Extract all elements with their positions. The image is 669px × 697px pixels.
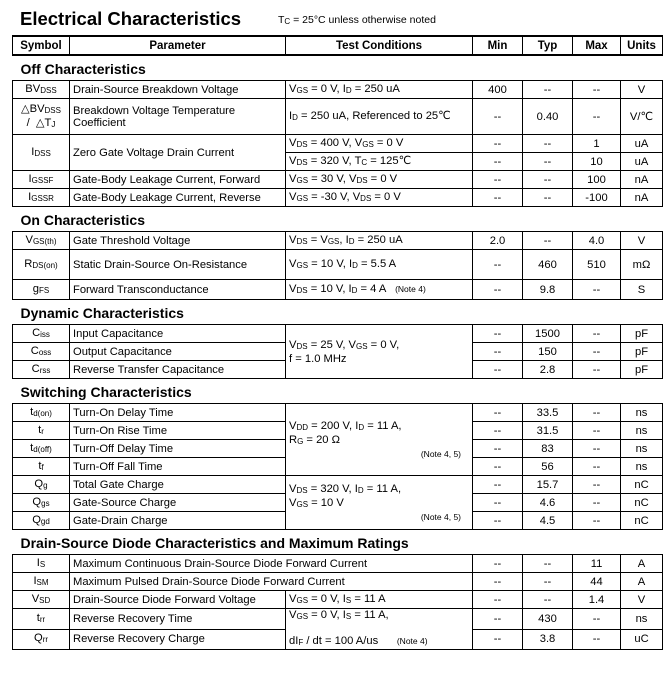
- min-cell: --: [473, 591, 523, 609]
- max-cell: --: [573, 325, 621, 343]
- table-row: [13, 404, 663, 422]
- parameter-cell: Gate Threshold Voltage: [70, 232, 286, 250]
- min-cell: 2.0: [473, 232, 523, 250]
- min-cell: --: [473, 325, 523, 343]
- table-row: [13, 573, 663, 591]
- symbol-cell: td(on): [13, 404, 70, 422]
- typ-cell: 56: [523, 458, 573, 476]
- max-cell: -100: [573, 189, 621, 207]
- min-cell: --: [473, 476, 523, 494]
- max-cell: --: [573, 343, 621, 361]
- characteristics-table: [12, 35, 663, 650]
- condition-cell: VDS = 320 V, ID = 11 A, VGS = 10 V (Note 4, 5): [286, 476, 473, 530]
- parameter-cell: Static Drain-Source On-Resistance: [70, 250, 286, 280]
- unit-cell: pF: [621, 361, 663, 379]
- symbol-cell: Ciss: [13, 325, 70, 343]
- symbol-cell: IGSSR: [13, 189, 70, 207]
- condition-cell: VDS = 10 V, ID = 4 A (Note 4): [286, 280, 473, 300]
- table-row: [13, 609, 663, 630]
- parameter-cell: Input Capacitance: [70, 325, 286, 343]
- typ-cell: 31.5: [523, 422, 573, 440]
- note-label: (Note 4, 5): [420, 448, 461, 459]
- unit-cell: nA: [621, 189, 663, 207]
- table-header-row: [13, 36, 663, 55]
- min-cell: --: [473, 512, 523, 530]
- parameter-cell: Reverse Recovery Time: [70, 609, 286, 630]
- unit-cell: ns: [621, 458, 663, 476]
- typ-cell: 83: [523, 440, 573, 458]
- max-cell: --: [573, 280, 621, 300]
- unit-cell: nA: [621, 171, 663, 189]
- typ-cell: 15.7: [523, 476, 573, 494]
- parameter-cell: Gate-Body Leakage Current, Reverse: [70, 189, 286, 207]
- unit-cell: A: [621, 573, 663, 591]
- col-min: Min: [473, 36, 523, 55]
- unit-cell: A: [621, 555, 663, 573]
- unit-cell: ns: [621, 440, 663, 458]
- condition-cell: VDS = VGS, ID = 250 uA: [286, 232, 473, 250]
- min-cell: --: [473, 280, 523, 300]
- max-cell: 1: [573, 135, 621, 153]
- typ-cell: 33.5: [523, 404, 573, 422]
- table-row: [13, 555, 663, 573]
- max-cell: --: [573, 361, 621, 379]
- parameter-cell: Turn-On Rise Time: [70, 422, 286, 440]
- unit-cell: V/℃: [621, 99, 663, 135]
- note-label: (Note 4): [396, 636, 428, 646]
- parameter-cell: Reverse Recovery Charge: [70, 629, 286, 650]
- unit-cell: nC: [621, 476, 663, 494]
- condition-cell: VDD = 200 V, ID = 11 A, RG = 20 Ω (Note 4, 5): [286, 404, 473, 476]
- section-row: [13, 207, 663, 232]
- symbol-cell: Qrr: [13, 629, 70, 650]
- typ-cell: 4.5: [523, 512, 573, 530]
- max-cell: 11: [573, 555, 621, 573]
- symbol-cell: Coss: [13, 343, 70, 361]
- min-cell: --: [473, 361, 523, 379]
- symbol-cell: trr: [13, 609, 70, 630]
- parameter-cell: Maximum Continuous Drain-Source Diode Forward Current: [70, 555, 473, 573]
- typ-cell: --: [523, 189, 573, 207]
- max-cell: --: [573, 512, 621, 530]
- max-cell: --: [573, 629, 621, 650]
- typ-cell: --: [523, 153, 573, 171]
- header-conditions: TC = 25°C unless otherwise noted: [278, 14, 436, 26]
- typ-cell: --: [523, 135, 573, 153]
- max-cell: --: [573, 99, 621, 135]
- typ-cell: --: [523, 573, 573, 591]
- typ-cell: --: [523, 81, 573, 99]
- parameter-cell: Turn-On Delay Time: [70, 404, 286, 422]
- condition-cell: VDS = 25 V, VGS = 0 V, f = 1.0 MHz: [286, 325, 473, 379]
- max-cell: 44: [573, 573, 621, 591]
- max-cell: 4.0: [573, 232, 621, 250]
- typ-cell: 0.40: [523, 99, 573, 135]
- table-row: [13, 232, 663, 250]
- table-row: [13, 280, 663, 300]
- max-cell: 10: [573, 153, 621, 171]
- condition-cell: VDS = 400 V, VGS = 0 V: [286, 135, 473, 153]
- col-max: Max: [573, 36, 621, 55]
- max-cell: --: [573, 494, 621, 512]
- symbol-cell: △BVDSS / △TJ: [13, 99, 70, 135]
- max-cell: 510: [573, 250, 621, 280]
- parameter-cell: Forward Transconductance: [70, 280, 286, 300]
- parameter-cell: Maximum Pulsed Drain-Source Diode Forward Current: [70, 573, 473, 591]
- symbol-cell: IGSSF: [13, 171, 70, 189]
- max-cell: --: [573, 422, 621, 440]
- unit-cell: ns: [621, 609, 663, 630]
- unit-cell: pF: [621, 325, 663, 343]
- section-title: On Characteristics: [13, 207, 663, 232]
- max-cell: --: [573, 458, 621, 476]
- typ-cell: --: [523, 171, 573, 189]
- condition-cell: ID = 250 uA, Referenced to 25℃: [286, 99, 473, 135]
- min-cell: --: [473, 250, 523, 280]
- col-typ: Typ: [523, 36, 573, 55]
- unit-cell: ns: [621, 422, 663, 440]
- min-cell: --: [473, 343, 523, 361]
- typ-cell: 4.6: [523, 494, 573, 512]
- unit-cell: uC: [621, 629, 663, 650]
- symbol-cell: gFS: [13, 280, 70, 300]
- symbol-cell: Crss: [13, 361, 70, 379]
- section-title: Dynamic Characteristics: [13, 300, 663, 325]
- table-row: [13, 189, 663, 207]
- col-symbol: Symbol: [13, 36, 70, 55]
- page-title: Electrical Characteristics: [20, 8, 242, 29]
- unit-cell: S: [621, 280, 663, 300]
- unit-cell: V: [621, 81, 663, 99]
- section-row: [13, 530, 663, 555]
- parameter-cell: Drain-Source Breakdown Voltage: [70, 81, 286, 99]
- max-cell: 1.4: [573, 591, 621, 609]
- min-cell: 400: [473, 81, 523, 99]
- section-title: Drain-Source Diode Characteristics and Maximum Ratings: [13, 530, 663, 555]
- max-cell: --: [573, 609, 621, 630]
- unit-cell: uA: [621, 135, 663, 153]
- symbol-cell: BVDSS: [13, 81, 70, 99]
- min-cell: --: [473, 609, 523, 630]
- symbol-cell: tr: [13, 422, 70, 440]
- condition-cell: VGS = 0 V, IS = 11 A, dIF / dt = 100 A/us (Note 4): [286, 609, 473, 650]
- unit-cell: nC: [621, 512, 663, 530]
- symbol-cell: VSD: [13, 591, 70, 609]
- table-row: [13, 476, 663, 494]
- parameter-cell: Total Gate Charge: [70, 476, 286, 494]
- min-cell: --: [473, 135, 523, 153]
- min-cell: --: [473, 555, 523, 573]
- note-label: (Note 4, 5): [420, 511, 461, 522]
- symbol-cell: VGS(th): [13, 232, 70, 250]
- parameter-cell: Breakdown Voltage Temperature Coefficient: [70, 99, 286, 135]
- section-title: Off Characteristics: [13, 55, 663, 81]
- min-cell: --: [473, 99, 523, 135]
- typ-cell: 460: [523, 250, 573, 280]
- unit-cell: V: [621, 232, 663, 250]
- min-cell: --: [473, 440, 523, 458]
- typ-cell: --: [523, 232, 573, 250]
- typ-cell: 1500: [523, 325, 573, 343]
- typ-cell: --: [523, 555, 573, 573]
- unit-cell: nC: [621, 494, 663, 512]
- typ-cell: 2.8: [523, 361, 573, 379]
- typ-cell: 9.8: [523, 280, 573, 300]
- parameter-cell: Gate-Source Charge: [70, 494, 286, 512]
- symbol-cell: ISM: [13, 573, 70, 591]
- typ-cell: 3.8: [523, 629, 573, 650]
- max-cell: --: [573, 440, 621, 458]
- condition-cell: VDS = 320 V, TC = 125℃: [286, 153, 473, 171]
- parameter-cell: Reverse Transfer Capacitance: [70, 361, 286, 379]
- note-label: (Note 4): [395, 283, 426, 294]
- section-row: [13, 55, 663, 81]
- parameter-cell: Drain-Source Diode Forward Voltage: [70, 591, 286, 609]
- min-cell: --: [473, 422, 523, 440]
- max-cell: --: [573, 476, 621, 494]
- typ-cell: --: [523, 591, 573, 609]
- parameter-cell: Gate-Drain Charge: [70, 512, 286, 530]
- symbol-cell: RDS(on): [13, 250, 70, 280]
- min-cell: --: [473, 573, 523, 591]
- condition-cell: VGS = -30 V, VDS = 0 V: [286, 189, 473, 207]
- parameter-cell: Zero Gate Voltage Drain Current: [70, 135, 286, 171]
- parameter-cell: Output Capacitance: [70, 343, 286, 361]
- symbol-cell: IS: [13, 555, 70, 573]
- symbol-cell: Qgd: [13, 512, 70, 530]
- table-row: [13, 99, 663, 135]
- table-row: [13, 135, 663, 153]
- symbol-cell: IDSS: [13, 135, 70, 171]
- min-cell: --: [473, 189, 523, 207]
- symbol-cell: td(off): [13, 440, 70, 458]
- symbol-cell: Qg: [13, 476, 70, 494]
- col-parameter: Parameter: [70, 36, 286, 55]
- symbol-cell: Qgs: [13, 494, 70, 512]
- min-cell: --: [473, 404, 523, 422]
- table-row: [13, 325, 663, 343]
- condition-cell: VGS = 0 V, IS = 11 A: [286, 591, 473, 609]
- parameter-cell: Turn-Off Delay Time: [70, 440, 286, 458]
- table-row: [13, 81, 663, 99]
- typ-cell: 430: [523, 609, 573, 630]
- unit-cell: pF: [621, 343, 663, 361]
- symbol-cell: tf: [13, 458, 70, 476]
- condition-cell: VGS = 0 V, ID = 250 uA: [286, 81, 473, 99]
- col-units: Units: [621, 36, 663, 55]
- unit-cell: uA: [621, 153, 663, 171]
- typ-cell: 150: [523, 343, 573, 361]
- unit-cell: mΩ: [621, 250, 663, 280]
- min-cell: --: [473, 629, 523, 650]
- max-cell: 100: [573, 171, 621, 189]
- min-cell: --: [473, 171, 523, 189]
- table-row: [13, 171, 663, 189]
- table-row: [13, 250, 663, 280]
- parameter-cell: Turn-Off Fall Time: [70, 458, 286, 476]
- table-row: [13, 591, 663, 609]
- col-test-conditions: Test Conditions: [286, 36, 473, 55]
- section-row: [13, 300, 663, 325]
- condition-cell: VGS = 30 V, VDS = 0 V: [286, 171, 473, 189]
- min-cell: --: [473, 494, 523, 512]
- unit-cell: ns: [621, 404, 663, 422]
- max-cell: --: [573, 404, 621, 422]
- section-title: Switching Characteristics: [13, 379, 663, 404]
- condition-cell: VGS = 10 V, ID = 5.5 A: [286, 250, 473, 280]
- max-cell: --: [573, 81, 621, 99]
- unit-cell: V: [621, 591, 663, 609]
- parameter-cell: Gate-Body Leakage Current, Forward: [70, 171, 286, 189]
- min-cell: --: [473, 153, 523, 171]
- min-cell: --: [473, 458, 523, 476]
- section-row: [13, 379, 663, 404]
